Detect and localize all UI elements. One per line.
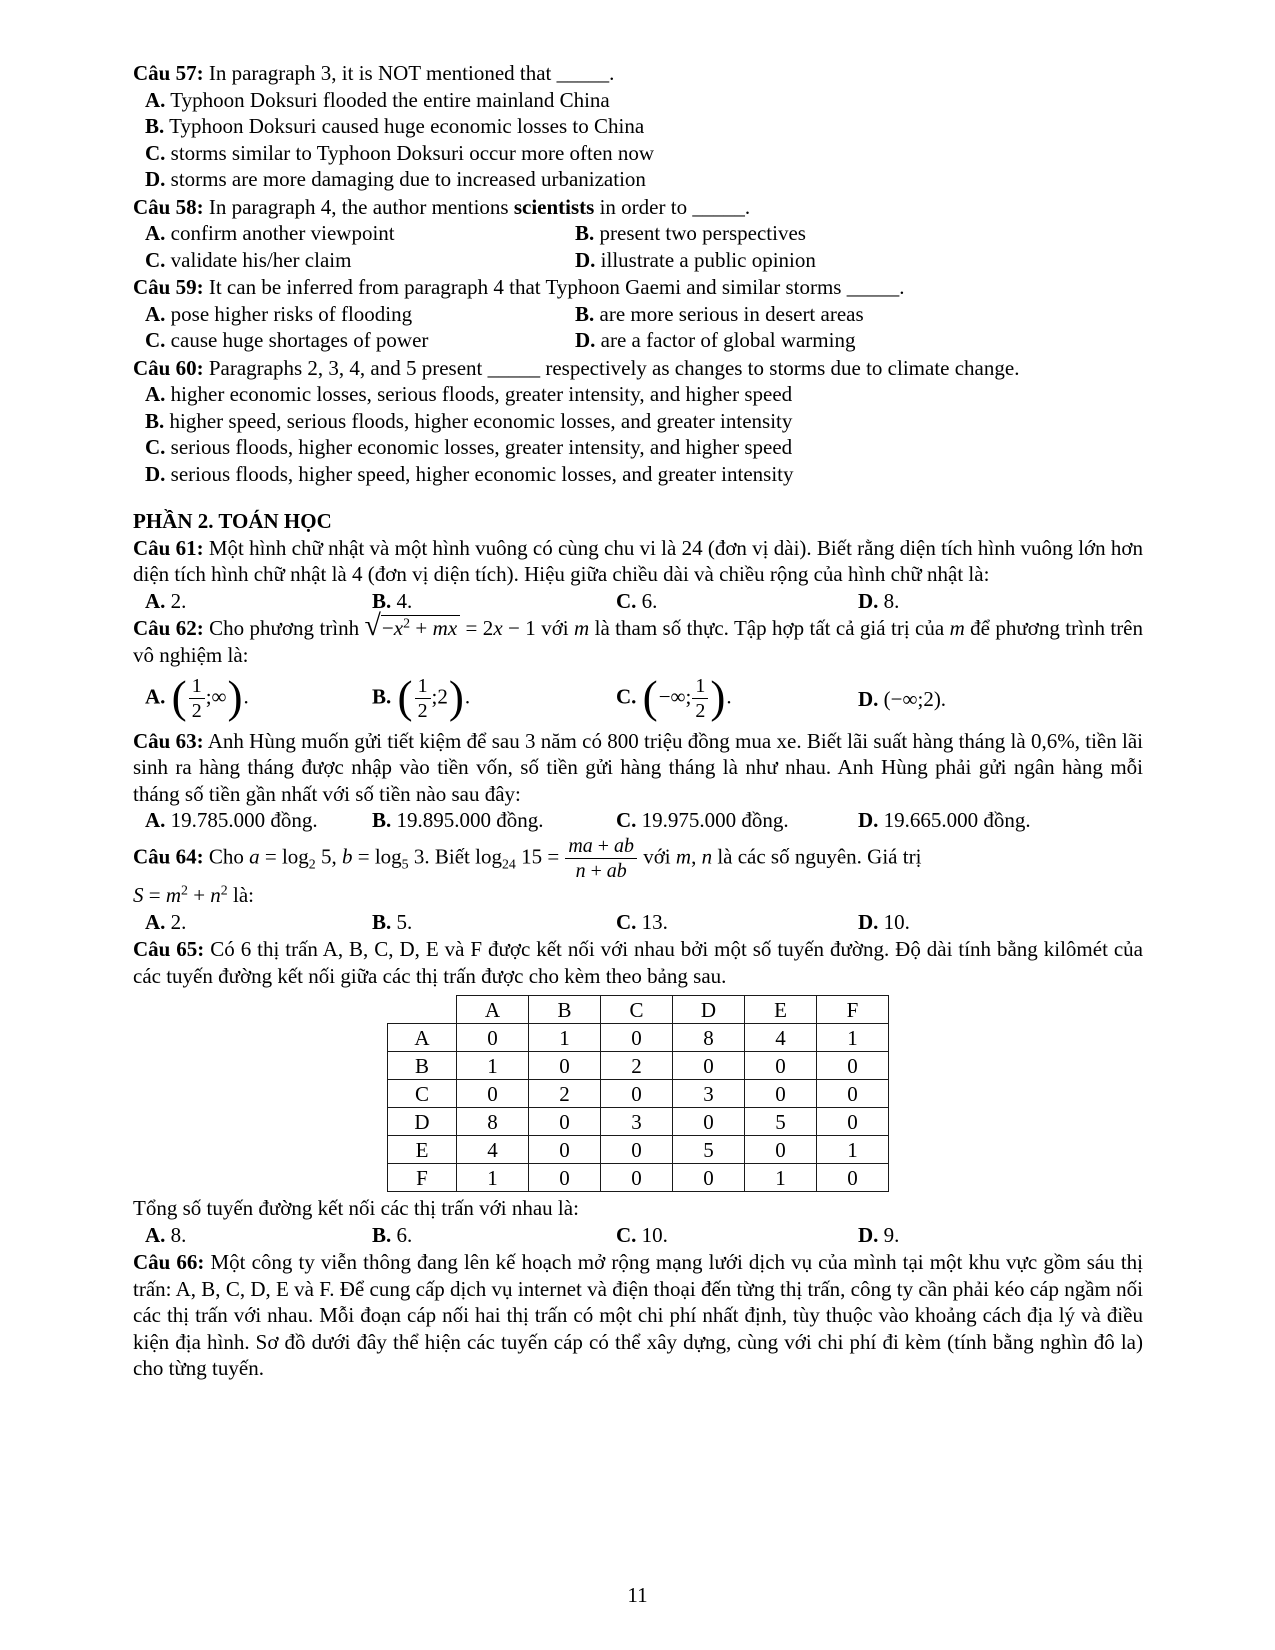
subscript: 2 [308, 856, 316, 872]
radical-sign: √ [364, 609, 381, 642]
table-row-label: B [388, 1052, 457, 1080]
math-variable: m [675, 844, 692, 869]
math-variable: n [210, 883, 221, 908]
question-66 [133, 1249, 1143, 1382]
table-cell: 0 [673, 1164, 745, 1192]
question-63 [133, 728, 1143, 834]
table-cell: 0 [601, 1080, 673, 1108]
option-label: D. [858, 909, 879, 934]
table-row [388, 1080, 889, 1108]
table-row [388, 1024, 889, 1052]
option-label: D. [575, 247, 596, 272]
fraction-numerator: 1 [189, 675, 205, 699]
fraction [414, 675, 432, 723]
question-62-text: Câu 62: Cho phương trình $√-x^2$ + mx = 2x − 1 với m là tham số thực. Tập hợp tất cả giá trị của m để phương trình trên vô nghiệm là: [133, 609, 1144, 667]
table-header-cell: D [673, 996, 745, 1024]
table-corner-cell [388, 996, 457, 1024]
option-65-A: A. 8. [145, 1222, 187, 1247]
option-64-D: D. 10. [858, 909, 910, 934]
options-58 [133, 220, 1143, 273]
section-heading: PHẦN 2. TOÁN HỌC [133, 509, 332, 533]
question-60-text: Câu 60: Paragraphs 2, 3, 4, and 5 present _____ respectively as changes to storms due to climate change. [133, 355, 1020, 380]
big-parenthesis: ) [448, 671, 464, 722]
table-cell: 0 [529, 1108, 601, 1136]
table-cell: 1 [817, 1024, 889, 1052]
option-58-A: A. confirm another viewpoint [145, 221, 395, 245]
option-60-D: D. serious floods, higher speed, higher economic losses, and greater intensity [145, 461, 794, 486]
table-cell: 2 [601, 1052, 673, 1080]
option-label: C. [616, 808, 637, 833]
square-root-expression [364, 609, 461, 642]
distance-table [387, 995, 889, 1192]
option-label: A. [145, 909, 166, 934]
table-row-label: A [388, 1024, 457, 1052]
superscript: 2 [220, 882, 228, 898]
table-row-label: D [388, 1108, 457, 1136]
option-62-D: D. (−∞;2). [858, 686, 947, 711]
math-variable: n [575, 860, 586, 883]
option-62-A: A. ( $\frac{1}{2}$ ;∞). [145, 671, 249, 723]
question-57 [133, 60, 1143, 193]
math-variable: mx [432, 616, 458, 640]
bold-text: Câu 61: [133, 535, 204, 560]
option-label: D. [145, 461, 166, 486]
question-64-text: Câu 64: Cho $a = \log_2 5$, $b = \log_5 3$. Biết $\log_{24} 15$ = $\frac{ma + ab}{n + ab}$ với m, n là các số nguyên. Giá trị [133, 834, 922, 883]
option-61-C: C. 6. [616, 588, 658, 613]
fraction-denominator: 2 [191, 700, 202, 723]
option-59-A: A. pose higher risks of flooding [145, 301, 413, 326]
option-label: B. [372, 684, 392, 709]
options-63 [133, 807, 1143, 834]
table-cell: 0 [529, 1136, 601, 1164]
bold-text: Câu 65: [133, 937, 205, 962]
table-cell: 8 [673, 1024, 745, 1052]
question-66-text: Câu 66: Một công ty viễn thông đang lên kế hoạch mở rộng mạng lưới dịch vụ của mình tại một khu vực gồm sáu thị trấn: A, B, C, D, E và F. Để cung cấp dịch vụ internet và điện thoại đến từng thị trấn, công ty cần phải kéo cáp ngầm nối các thị trấn với nhau. Mỗi đoạn cáp nối hai thị trấn có một chi phí nhất định, tùy thuộc vào khoảng cách địa lý và điều kiện địa hình. Sơ đồ dưới đây thể hiện các tuyến cáp có thể xây dựng, cùng với chi phí đi kèm (tính bằng nghìn đô la) cho từng tuyến. [133, 1250, 1143, 1381]
table-cell: 0 [601, 1024, 673, 1052]
subscript: 5 [401, 856, 409, 872]
option-label: C. [145, 328, 166, 352]
question-65 [133, 936, 1143, 1248]
option-label: B. [372, 1222, 392, 1247]
option-57-D: D. storms are more damaging due to increased urbanization [145, 167, 646, 191]
options-64 [133, 909, 1143, 936]
table-header-cell: B [529, 996, 601, 1024]
math-variable: S [133, 883, 144, 908]
table-row [388, 1164, 889, 1192]
option-61-A: A. 2. [145, 588, 187, 613]
question-64 [133, 835, 1143, 936]
table-cell: 0 [457, 1024, 529, 1052]
question-64-expression: $S = m^2 + n^2$ là: [133, 882, 254, 908]
option-label: D. [575, 328, 596, 352]
option-61-D: D. 8. [858, 588, 900, 613]
option-label: B. [372, 808, 392, 833]
fraction-numerator: 1 [692, 675, 708, 699]
math-variable: m [165, 883, 182, 908]
table-cell: 0 [817, 1080, 889, 1108]
big-parenthesis: ( [642, 671, 658, 722]
options-60 [133, 381, 1143, 487]
bold-text: Câu 57: [133, 61, 204, 85]
question-58 [133, 194, 1143, 274]
option-label: B. [372, 909, 392, 934]
option-label: B. [575, 301, 595, 326]
big-parenthesis: ( [171, 671, 187, 722]
option-label: C. [145, 140, 166, 165]
table-cell: 1 [817, 1136, 889, 1164]
option-59-B: B. are more serious in desert areas [575, 301, 864, 326]
option-label: A. [145, 301, 166, 326]
superscript: 2 [181, 882, 188, 898]
math-variable: a [249, 844, 260, 869]
table-header-row [388, 996, 889, 1024]
option-65-C: C. 10. [616, 1222, 668, 1247]
options-59 [133, 301, 1143, 354]
bold-text: Câu 58: [133, 194, 204, 219]
table-cell: 1 [457, 1164, 529, 1192]
option-label: B. [372, 588, 392, 613]
option-63-B: B. 19.895.000 đồng. [372, 808, 544, 833]
table-cell: 0 [457, 1080, 529, 1108]
table-header-cell: F [817, 996, 889, 1024]
fraction [564, 835, 638, 883]
table-cell: 0 [745, 1080, 817, 1108]
table-cell: 4 [745, 1024, 817, 1052]
big-parenthesis: ( [397, 671, 413, 722]
table-cell: 0 [745, 1052, 817, 1080]
math-variable: x [493, 616, 503, 640]
option-label: B. [145, 408, 165, 433]
question-60 [133, 355, 1143, 488]
options-57 [133, 87, 1143, 193]
big-parenthesis: ) [227, 671, 243, 722]
option-57-B: B. Typhoon Doksuri caused huge economic losses to China [145, 114, 645, 138]
bold-text: Câu 66: [133, 1250, 205, 1275]
option-58-D: D. illustrate a public opinion [575, 247, 816, 272]
page-number: 11 [627, 1583, 648, 1607]
bold-text: scientists [513, 194, 595, 219]
bold-text: Câu 59: [133, 275, 204, 299]
table-cell: 1 [745, 1164, 817, 1192]
fraction-denominator: n + ab [575, 860, 627, 883]
fraction-numerator: 1 [415, 675, 431, 699]
option-62-C: C. (−∞; $\frac{1}{2}$ ). [616, 671, 732, 723]
option-63-A: A. 19.785.000 đồng. [145, 808, 318, 833]
table-cell: 5 [745, 1108, 817, 1136]
option-63-C: C. 19.975.000 đồng. [616, 808, 789, 833]
table-cell: 1 [457, 1052, 529, 1080]
bold-text: Câu 64: [133, 844, 204, 869]
question-62 [133, 609, 1144, 723]
option-label: A. [145, 87, 166, 112]
option-57-C: C. storms similar to Typhoon Doksuri occur more often now [145, 140, 655, 165]
table-cell: 0 [529, 1052, 601, 1080]
table-row [388, 1052, 889, 1080]
table-row-label: F [388, 1164, 457, 1192]
option-label: B. [575, 221, 595, 245]
option-59-C: C. cause huge shortages of power [145, 328, 429, 352]
option-label: C. [616, 588, 637, 613]
options-62 [133, 671, 1143, 723]
fraction [691, 675, 709, 723]
fraction [188, 675, 206, 723]
table-cell: 4 [457, 1136, 529, 1164]
math-variable: ab [614, 834, 634, 857]
options-65 [133, 1222, 1143, 1249]
table-cell: 1 [529, 1024, 601, 1052]
option-label: C. [145, 247, 166, 272]
question-63-text: Câu 63: Anh Hùng muốn gửi tiết kiệm để sau 3 năm có 800 triệu đồng mua xe. Biết lãi suất hàng tháng là 0,6%, tiền lãi sinh ra hàng tháng được nhập vào tiền vốn, số tiền gửi hàng tháng là như nhau. Anh Hùng phải gửi ngân hàng mỗi tháng số tiền gần nhất với số tiền nào sau đây: [133, 728, 1143, 806]
table-cell: 5 [673, 1136, 745, 1164]
option-label: D. [858, 686, 879, 711]
option-57-A: A. Typhoon Doksuri flooded the entire mainland China [145, 87, 610, 112]
fraction-numerator: ma + ab [565, 835, 637, 859]
table-cell: 0 [745, 1136, 817, 1164]
option-label: A. [145, 1222, 166, 1247]
question-65-closing: Tổng số tuyến đường kết nối các thị trấn với nhau là: [133, 1196, 579, 1221]
option-60-B: B. higher speed, serious floods, higher economic losses, and greater intensity [145, 408, 793, 433]
table-row [388, 1136, 889, 1164]
big-parenthesis: ) [710, 671, 726, 722]
table-row-label: E [388, 1136, 457, 1164]
option-label: C. [145, 435, 166, 459]
table-cell: 3 [673, 1080, 745, 1108]
math-variable: ma [568, 834, 593, 857]
table-cell: 0 [817, 1164, 889, 1192]
option-63-D: D. 19.665.000 đồng. [858, 808, 1031, 833]
options-61 [133, 588, 1143, 615]
superscript: 2 [403, 615, 410, 631]
question-61-text: Câu 61: Một hình chữ nhật và một hình vuông có cùng chu vi là 24 (đơn vị dài). Biết rằng diện tích hình vuông lớn hơn diện tích hình chữ nhật là 4 (đơn vị diện tích). Hiệu giữa chiều dài và chiều rộng của hình chữ nhật là: [133, 535, 1143, 586]
option-65-D: D. 9. [858, 1222, 900, 1247]
question-59-text: Câu 59: It can be inferred from paragraph 4 that Typhoon Gaemi and similar storms _____. [133, 275, 905, 299]
table-header-cell: A [457, 996, 529, 1024]
table-cell: 0 [601, 1164, 673, 1192]
bold-text: Câu 63: [133, 728, 204, 753]
option-60-A: A. higher economic losses, serious floods, greater intensity, and higher speed [145, 382, 793, 406]
option-label: D. [858, 1222, 879, 1247]
question-57-text: Câu 57: In paragraph 3, it is NOT mentioned that _____. [133, 61, 615, 85]
table-cell: 3 [601, 1108, 673, 1136]
table-cell: 0 [673, 1108, 745, 1136]
option-label: D. [145, 167, 166, 191]
option-label: C. [616, 684, 637, 709]
table-cell: 0 [817, 1108, 889, 1136]
question-61 [133, 535, 1143, 615]
option-64-B: B. 5. [372, 909, 413, 934]
table-cell: 8 [457, 1108, 529, 1136]
option-label: A. [145, 382, 166, 406]
option-label: D. [858, 588, 879, 613]
option-61-B: B. 4. [372, 588, 413, 613]
math-variable: x [393, 616, 404, 640]
table-header-cell: C [601, 996, 673, 1024]
option-label: A. [145, 588, 166, 613]
option-65-B: B. 6. [372, 1222, 413, 1247]
table-cell: 0 [673, 1052, 745, 1080]
option-58-B: B. present two perspectives [575, 221, 806, 245]
table-cell: 0 [601, 1136, 673, 1164]
math-variable: n [701, 844, 713, 869]
math-variable: ab [606, 860, 627, 883]
table-row [388, 1108, 889, 1136]
bold-text: Câu 62: [133, 616, 204, 640]
option-label: A. [145, 684, 166, 709]
math-variable: m [949, 616, 965, 640]
table-cell: 0 [529, 1164, 601, 1192]
fraction-denominator: 2 [417, 700, 428, 723]
option-label: B. [145, 114, 165, 138]
bold-text: Câu 60: [133, 355, 204, 380]
option-label: C. [616, 1222, 637, 1247]
option-64-C: C. 13. [616, 909, 668, 934]
table-row-label: C [388, 1080, 457, 1108]
option-label: D. [858, 808, 879, 833]
question-58-text: Câu 58: In paragraph 4, the author mentions scientists in order to _____. [133, 194, 751, 219]
option-59-D: D. are a factor of global warming [575, 328, 856, 352]
fraction-denominator: 2 [695, 700, 706, 723]
option-58-C: C. validate his/her claim [145, 247, 352, 272]
math-variable: m [574, 616, 590, 640]
question-59 [133, 274, 1143, 354]
radicand: $-x^2$ + mx [381, 615, 460, 640]
option-label: A. [145, 808, 166, 833]
table-cell: 0 [817, 1052, 889, 1080]
subscript: 24 [501, 856, 516, 872]
option-label: A. [145, 221, 166, 245]
math-variable: b [341, 844, 353, 869]
option-label: C. [616, 909, 637, 934]
table-header-cell: E [745, 996, 817, 1024]
option-62-B: B. ( $\frac{1}{2}$ ;2). [372, 671, 471, 723]
option-60-C: C. serious floods, higher economic losses, greater intensity, and higher speed [145, 435, 793, 459]
question-65-text: Câu 65: Có 6 thị trấn A, B, C, D, E và F được kết nối với nhau bởi một số tuyến đường. Độ dài tính bằng kilômét của các tuyến đường kết nối giữa các thị trấn được cho kèm theo bảng sau. [133, 937, 1143, 988]
option-64-A: A. 2. [145, 909, 187, 934]
document-content [133, 60, 1143, 1383]
table-cell: 2 [529, 1080, 601, 1108]
